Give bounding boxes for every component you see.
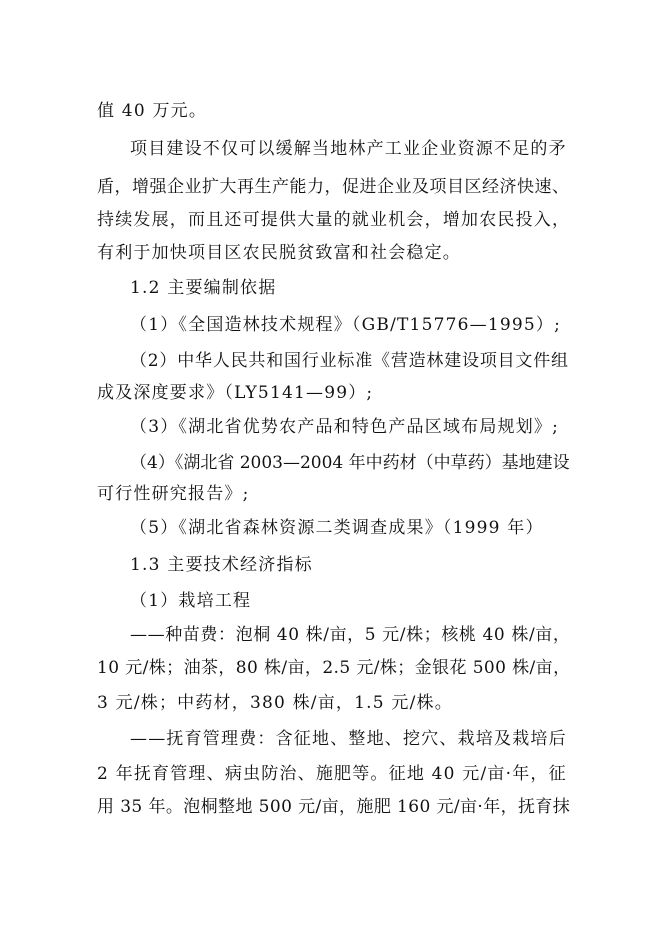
reference-item: （5）《湖北省森林资源二类调查成果》（1999 年） — [130, 518, 544, 538]
body-text-line: ——种苗费：泡桐 40 株/亩，5 元/株；核桃 40 株/亩， — [130, 625, 571, 645]
subsection-heading: （1）栽培工程 — [130, 591, 252, 611]
body-text-line: 有利于加快项目区农民脱贫致富和社会稳定。 — [97, 243, 461, 263]
body-text-line: 3 元/株；中药材，380 株/亩，1.5 元/株。 — [97, 693, 453, 713]
reference-item: （3）《湖北省优势农产品和特色产品区域布局规划》; — [130, 417, 560, 437]
section-heading: 1.2 主要编制依据 — [130, 278, 277, 298]
reference-item: （1）《全国造林技术规程》（GB/T15776—1995）; — [130, 315, 562, 335]
body-text-line: 持续发展，而且还可提供大量的就业机会，增加农民投入， — [97, 210, 571, 230]
body-text-line: 2 年抚育管理、病虫防治、施肥等。征地 40 元/亩·年，征 — [97, 764, 567, 784]
body-text-line: 值 40 万元。 — [97, 101, 208, 121]
body-text-line: 项目建设不仅可以缓解当地林产工业企业资源不足的矛 — [130, 139, 567, 159]
section-heading: 1.3 主要技术经济指标 — [130, 555, 313, 575]
reference-item: 可行性研究报告》; — [97, 484, 250, 504]
reference-item: （2）中华人民共和国行业标准《营造林建设项目文件组 — [130, 351, 569, 371]
body-text-line: 盾，增强企业扩大再生产能力，促进企业及项目区经济快速、 — [97, 177, 570, 197]
reference-item: 成及深度要求》（LY5141—99）; — [97, 383, 374, 403]
reference-item: （4）《湖北省 2003—2004 年中药材（中草药）基地建设 — [130, 453, 570, 473]
body-text-line: 用 35 年。泡桐整地 500 元/亩，施肥 160 元/亩·年，抚育抹 — [97, 797, 571, 817]
body-text-line: ——抚育管理费：含征地、整地、挖穴、栽培及栽培后 — [130, 729, 567, 749]
body-text-line: 10 元/株；油茶，80 株/亩，2.5 元/株；金银花 500 株/亩， — [97, 658, 571, 678]
